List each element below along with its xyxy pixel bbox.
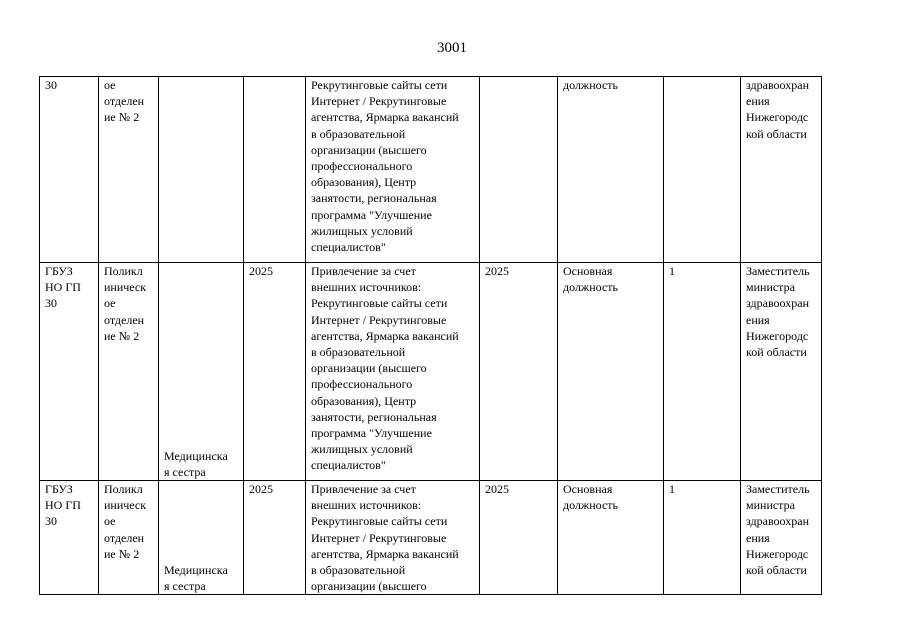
responsible-cell: Заместитель министра здравоохран ения Нижегородс кой области	[741, 481, 822, 595]
responsible-cell: Заместитель министра здравоохран ения Нижегородс кой области	[741, 263, 822, 481]
page-number: 3001	[437, 40, 467, 56]
count-cell	[664, 77, 741, 263]
count-cell: 1	[664, 263, 741, 481]
status-cell: Основная должность	[558, 263, 664, 481]
position-cell: Медицинска я сестра	[159, 481, 244, 595]
org-cell: ГБУЗ НО ГП 30	[40, 481, 99, 595]
year-cell: 2025	[244, 481, 306, 595]
position-cell: Медицинска я сестра	[159, 263, 244, 481]
measure-cell: Рекрутинговые сайты сети Интернет / Рекрутинговые агентства, Ярмарка вакансий в образовательной организации (высшего профессионального образования), Центр занятости, региональная программа "Улучшение жилищных условий специалистов"	[306, 77, 480, 263]
responsible-cell: здравоохран ения Нижегородс кой области	[741, 77, 822, 263]
year-cell: 2025	[244, 263, 306, 481]
measure-cell: Привлечение за счет внешних источников: Рекрутинговые сайты сети Интернет / Рекрутинговые агентства, Ярмарка вакансий в образовательной организации (высшего профессионального образования), Центр занятости, региональная программа "Улучшение жилищных условий специалистов"	[306, 263, 480, 481]
status-cell: Основная должность	[558, 481, 664, 595]
status-cell: должность	[558, 77, 664, 263]
org-cell: 30	[40, 77, 99, 263]
division-cell: Поликл иническ ое отделен ие № 2	[99, 263, 159, 481]
table-row	[40, 77, 822, 263]
division-cell: ое отделен ие № 2	[99, 77, 159, 263]
table-row	[40, 481, 822, 595]
deadline-cell: 2025	[480, 263, 558, 481]
count-cell: 1	[664, 481, 741, 595]
measures-table	[39, 76, 822, 595]
year-cell	[244, 77, 306, 263]
division-cell: Поликл иническ ое отделен ие № 2	[99, 481, 159, 595]
deadline-cell	[480, 77, 558, 263]
position-cell	[159, 77, 244, 263]
measure-cell: Привлечение за счет внешних источников: Рекрутинговые сайты сети Интернет / Рекрутинговые агентства, Ярмарка вакансий в образовательной организации (высшего	[306, 481, 480, 595]
org-cell: ГБУЗ НО ГП 30	[40, 263, 99, 481]
deadline-cell: 2025	[480, 481, 558, 595]
table-row	[40, 263, 822, 481]
